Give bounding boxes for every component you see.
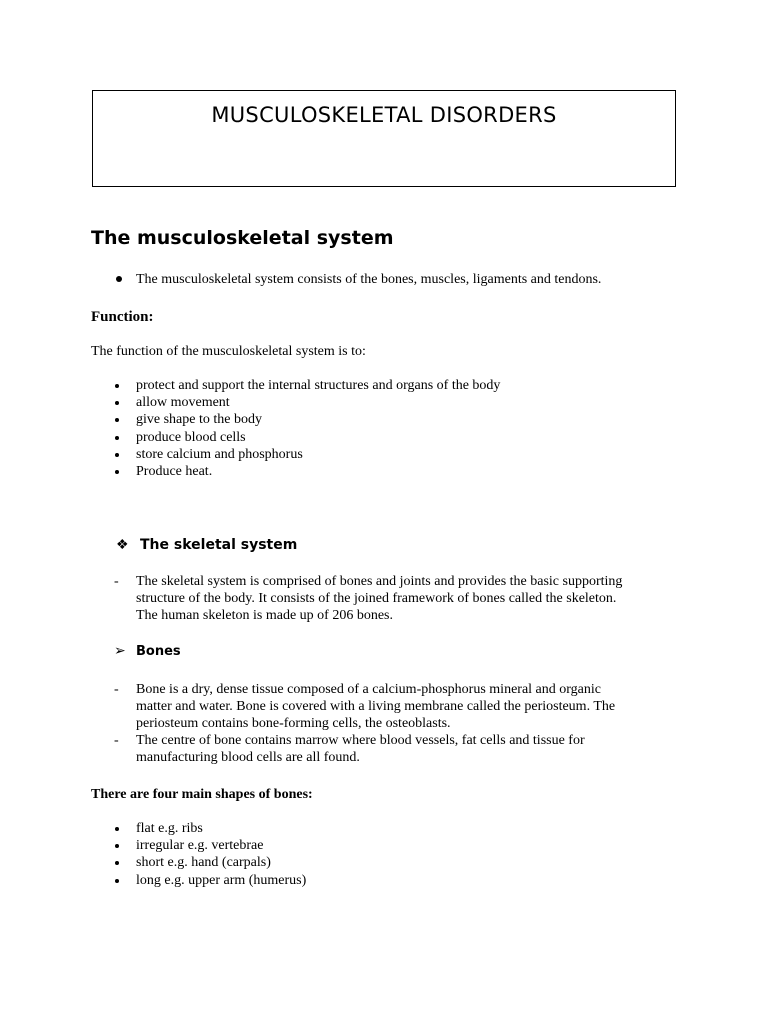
bones-paragraph-2	[114, 732, 674, 768]
text-line: The centre of bone contains marrow where blood vessels, fat cells and tissue for	[136, 733, 585, 748]
bones-paragraph-1	[114, 681, 674, 733]
section-heading: The musculoskeletal system	[91, 227, 394, 249]
title-box	[92, 90, 676, 187]
text-line: The skeletal system is comprised of bones and joints and provides the basic supporting	[136, 574, 623, 589]
list-item: store calcium and phosphorus	[114, 446, 500, 463]
arrow-bullet-icon: ➢	[114, 644, 126, 659]
list-item: irregular e.g. vertebrae	[114, 837, 306, 854]
dash-marker: -	[114, 733, 119, 748]
list-item: long e.g. upper arm (humerus)	[114, 872, 306, 889]
function-list	[114, 377, 500, 480]
shapes-heading: There are four main shapes of bones:	[91, 787, 313, 802]
skeletal-heading: The skeletal system	[140, 537, 298, 553]
dash-marker: -	[114, 682, 119, 697]
function-label: Function:	[91, 309, 154, 325]
list-item: give shape to the body	[114, 411, 500, 428]
list-item: short e.g. hand (carpals)	[114, 854, 306, 871]
text-line: structure of the body. It consists of the joined framework of bones called the skeleton.	[136, 591, 617, 606]
skeletal-paragraph	[114, 573, 674, 625]
list-item: protect and support the internal structures and organs of the body	[114, 377, 500, 394]
text-line: manufacturing blood cells are all found.	[136, 750, 360, 765]
list-item: produce blood cells	[114, 429, 500, 446]
diamond-bullet-icon: ❖	[116, 538, 129, 553]
bones-heading: Bones	[136, 644, 181, 659]
dash-marker: -	[114, 574, 119, 589]
list-item: flat e.g. ribs	[114, 820, 306, 837]
function-intro: The function of the musculoskeletal system is to:	[91, 344, 366, 359]
text-line: periosteum contains bone-forming cells, the osteoblasts.	[136, 716, 451, 731]
list-item: allow movement	[114, 394, 500, 411]
text-line: matter and water. Bone is covered with a living membrane called the periosteum. The	[136, 699, 616, 714]
text-line: The human skeleton is made up of 206 bones.	[136, 608, 394, 623]
text-line: Bone is a dry, dense tissue composed of a calcium-phosphorus mineral and organic	[136, 682, 601, 697]
bullet-icon	[116, 276, 122, 282]
document-title: MUSCULOSKELETAL DISORDERS	[211, 103, 557, 127]
intro-bullet-text: The musculoskeletal system consists of the bones, muscles, ligaments and tendons.	[136, 272, 602, 287]
list-item: Produce heat.	[114, 463, 500, 480]
shapes-list	[114, 820, 306, 889]
